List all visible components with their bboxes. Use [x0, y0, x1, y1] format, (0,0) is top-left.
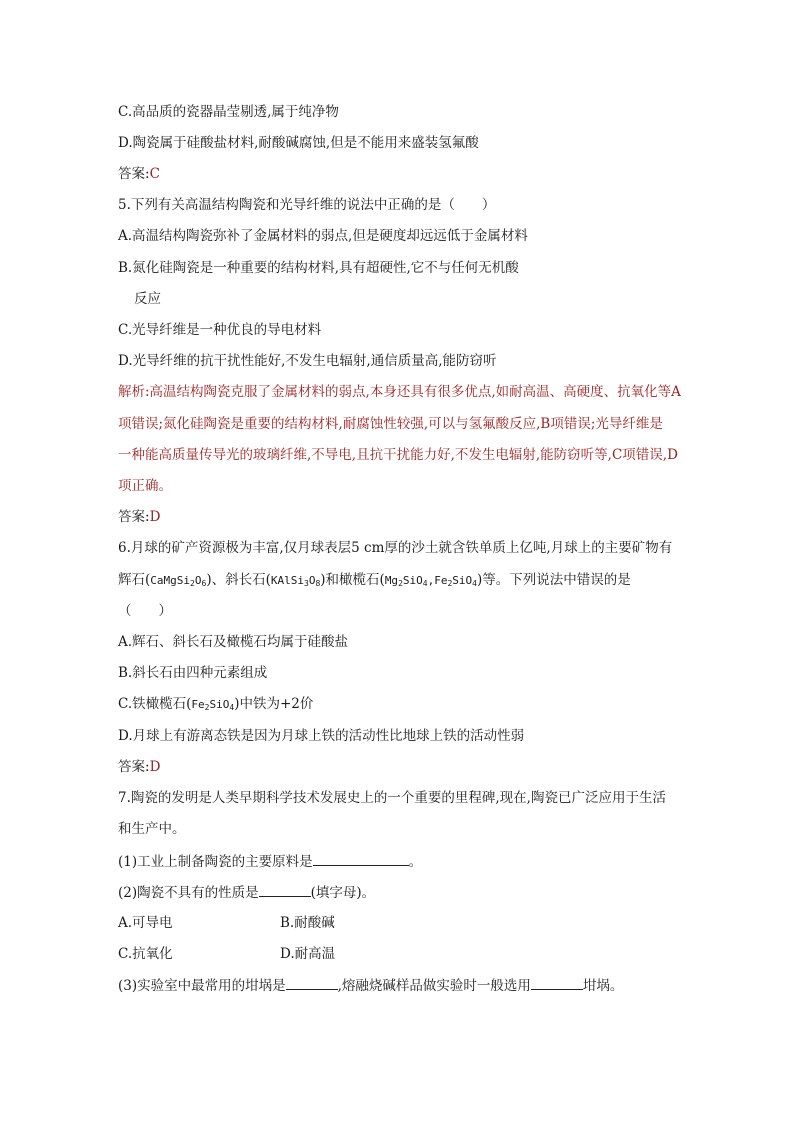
text: (填字母)。: [310, 885, 376, 901]
q6-option-a: A.辉石、斜长石及橄榄石均属于硅酸盐: [118, 634, 349, 650]
q4-option-c: C.高品质的瓷器晶莹剔透,属于纯净物: [118, 104, 339, 120]
answer-blank[interactable]: [286, 975, 338, 990]
text: ,熔融烧碱样品做实验时一般选用: [337, 978, 531, 994]
text: )中铁为+2价: [234, 696, 314, 712]
text: CaMgSi: [150, 574, 191, 587]
text: C.铁橄榄石(: [118, 696, 192, 712]
text: SiO: [452, 574, 473, 587]
q5-analysis-line: 项错误;氮化硅陶瓷是重要的结构材料,耐腐蚀性较强,可以与氢氟酸反应,B项错误;光导纤维是: [118, 416, 663, 432]
text: (2)陶瓷不具有的性质是: [118, 885, 259, 901]
answer-label: 答案:: [118, 166, 150, 182]
answer-blank[interactable]: [313, 851, 409, 866]
formula-plagioclase: [271, 574, 320, 587]
q5-analysis-line: 项正确。: [118, 478, 172, 494]
q6-option-d: D.月球上有游离态铁是因为月球上铁的活动性比地球上铁的活动性弱: [118, 728, 525, 744]
text: 坩埚。: [582, 978, 624, 994]
subscript: 2: [204, 703, 210, 712]
q7-options-row-1: [118, 913, 518, 933]
text: 辉石(: [118, 572, 151, 588]
q5-stem: 5.下列有关高温结构陶瓷和光导纤维的说法中正确的是（ ）: [118, 197, 496, 213]
subscript: 3: [303, 579, 309, 588]
q5-option-d: D.光导纤维的抗干扰性能好,不发生电辐射,通信质量高,能防窃听: [118, 353, 497, 369]
text: )和橄榄石(: [320, 572, 385, 588]
q7-subquestion-1: [118, 851, 422, 872]
answer-value: D: [149, 759, 161, 775]
answer-value: D: [149, 509, 161, 525]
subscript: 4: [229, 703, 235, 712]
text: O: [194, 574, 202, 587]
option-b: B.耐酸碱: [280, 915, 335, 931]
answer-blank[interactable]: [531, 975, 583, 990]
subscript: 4: [472, 579, 477, 588]
q5-option-c: C.光导纤维是一种优良的导电材料: [118, 322, 322, 338]
q6-option-c: [118, 694, 313, 715]
answer-label: 答案:: [118, 509, 150, 525]
text: SiO: [402, 574, 423, 587]
text: ,Fe: [427, 574, 448, 587]
q6-stem-line-1: 6.月球的矿产资源极为丰富,仅月球表层5 cm厚的沙土就含铁单质上亿吨,月球上的主要矿物有: [118, 540, 673, 556]
answer-label: 答案:: [118, 759, 150, 775]
q5-option-b: B.氮化硅陶瓷是一种重要的结构材料,具有超硬性,它不与任何无机酸: [118, 260, 519, 276]
subscript: 8: [315, 579, 321, 588]
text: )等。下列说法中错误的是: [477, 572, 631, 588]
q5-answer: [118, 507, 160, 527]
text: (1)工业上制备陶瓷的主要原料是: [118, 854, 313, 870]
q6-option-b: B.斜长石由四种元素组成: [118, 665, 268, 681]
text: O: [308, 574, 316, 587]
q7-options-row-2: [118, 944, 518, 964]
subscript: 6: [201, 579, 207, 588]
text: Fe: [191, 698, 205, 711]
q7-stem-line-1: 7.陶瓷的发明是人类早期科学技术发展史上的一个重要的里程碑,现在,陶瓷已广泛应用于生活: [118, 790, 666, 806]
q5-option-a: A.高温结构陶瓷弥补了金属材料的弱点,但是硬度却远远低于金属材料: [118, 228, 528, 244]
q6-stem-line-3: （ ）: [118, 603, 172, 619]
subscript: 4: [422, 579, 428, 588]
q7-subquestion-3: [118, 975, 623, 996]
option-c: C.抗氧化: [118, 946, 173, 962]
q7-subquestion-2: [118, 882, 375, 903]
text: (3)实验室中最常用的坩埚是: [118, 978, 286, 994]
q4-option-d: D.陶瓷属于硅酸盐材料,耐酸碱腐蚀,但是不能用来盛装氢氟酸: [118, 135, 479, 151]
option-a: A.可导电: [118, 915, 173, 931]
formula-fayalite: [191, 698, 234, 711]
text: Mg: [384, 574, 399, 587]
subscript: 2: [190, 579, 195, 588]
text: KAlSi: [270, 574, 304, 587]
formula-olivine: [385, 574, 477, 587]
q7-stem-line-2: 和生产中。: [118, 821, 186, 837]
q5-analysis-line: 一种能高质量传导光的玻璃纤维,不导电,且抗干扰能力好,不发生电辐射,能防窃听等,C项错误,D: [118, 447, 678, 463]
q6-stem-line-2: [118, 570, 631, 591]
text: SiO: [209, 698, 230, 711]
q5-option-b-continued: 反应: [134, 291, 161, 307]
subscript: 2: [398, 579, 403, 588]
q4-answer: [118, 164, 160, 184]
q5-analysis-line: 解析:高温结构陶瓷克服了金属材料的弱点,本身还具有很多优点,如耐高温、高硬度、抗氧化等A: [118, 384, 681, 400]
text: )、斜长石(: [206, 572, 271, 588]
q6-answer: [118, 757, 160, 777]
subscript: 2: [447, 579, 453, 588]
answer-blank[interactable]: [259, 882, 311, 897]
option-d: D.耐高温: [280, 946, 336, 962]
answer-value: C: [149, 166, 160, 182]
text: 。: [408, 854, 423, 870]
formula-augite: [150, 574, 206, 587]
